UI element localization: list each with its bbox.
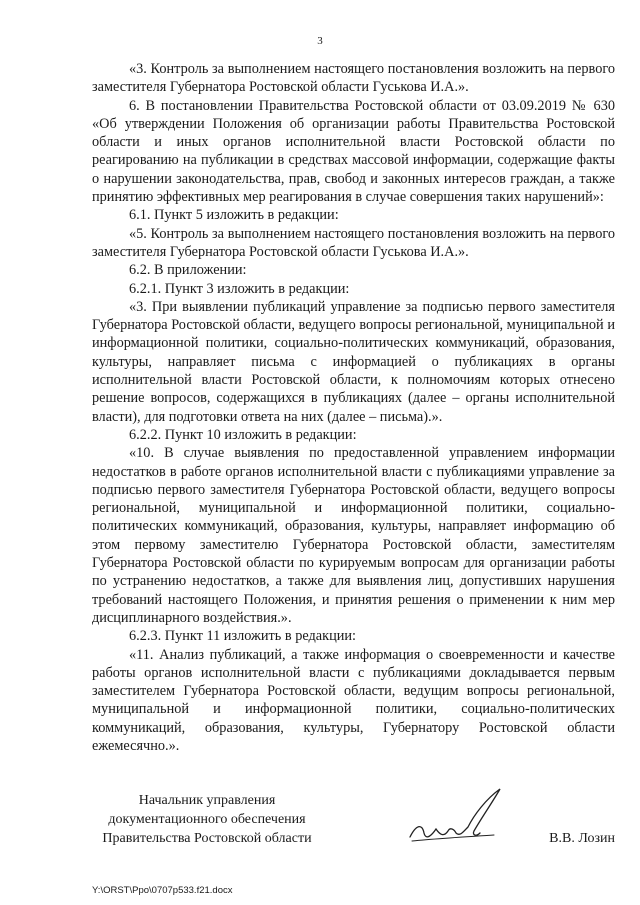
paragraph: «3. Контроль за выполнением настоящего постановления возложить на первого заместителя Губернатора Ростовской области Гуськова И.А.». <box>92 61 615 96</box>
paragraph: «10. В случае выявления по предоставленной управлением информации недостатков в работе органов исполнительной власти с публикациями управление за подписью первого заместителя Губернатора Ростовской области, ведущего вопросы региональной, муниципальной и информационной политики, социально-политических коммуникаций, образования, культуры, направляет информацию об этом первому заместителю Губернатора Ростовской области, заместителям Губернатора Ростовской области по курируемым вопросам для организации работы по устранению недостатков, а также для выявления лиц, допустивших нарушения требований настоящего Положения, и принятия решения о применении к ним мер дисциплинарного воздействия.». <box>92 445 615 626</box>
signatory-title-line: Начальник управления <box>138 793 276 808</box>
signatory-name: В.В. Лозин <box>549 831 615 846</box>
paragraph: «3. При выявлении публикаций управление за подписью первого заместителя Губернатора Ростовской области, ведущего вопросы региональной, муниципальной и информационной политики, социально-политических коммуникаций, образования, культуры, направляет письма с информацией о публикациях в органы исполнительной власти Ростовской области, к полномочиям которых отнесено решение вопросов, содержащихся в публикациях (далее – органы исполнительной власти), для подготовки ответа на них (далее – письма).». <box>92 298 615 425</box>
signature-block <box>92 785 615 855</box>
file-path-footer: Y:\ORST\Ppo\0707p533.f21.docx <box>92 885 233 896</box>
paragraph: 6.1. Пункт 5 изложить в редакции: <box>129 207 339 224</box>
paragraph: 6.2.2. Пункт 10 изложить в редакции: <box>129 426 357 443</box>
paragraph: 6. В постановлении Правительства Ростовской области от 03.09.2019 № 630 «Об утверждении Положения об организации работы Правительства Ростовской области и иных органов исполнительной власти Ростовской области по реагированию на публикации в средствах массовой информации, содержащие факты о нарушении законодательства, прав, свобод и законных интересов граждан, а также принятию эффективных мер реагирования в случае совершения таких нарушений»: <box>92 97 615 206</box>
paragraph: «11. Анализ публикаций, а также информация о своевременности и качестве работы органов исполнительной власти с публикациями докладывается первым заместителем Губернатора Ростовской области, ведущим вопросы региональной, муниципальной и информационной политики, социально-политических коммуникаций, образования, культуры, Губернатору Ростовской области ежемесячно.». <box>92 646 615 754</box>
paragraph: «5. Контроль за выполнением настоящего постановления возложить на первого заместителя Губернатора Ростовской области Гуськова И.А.». <box>92 225 615 260</box>
page-number: 3 <box>317 35 323 47</box>
signatory-title-line: документационного обеспечения <box>108 812 306 827</box>
handwritten-signature <box>402 785 512 855</box>
paragraph: 6.2. В приложении: <box>129 262 247 279</box>
document-body <box>92 60 615 755</box>
paragraph: 6.2.3. Пункт 11 изложить в редакции: <box>129 628 357 645</box>
signatory-position <box>92 791 322 848</box>
paragraph: 6.2.1. Пункт 3 изложить в редакции: <box>129 280 350 297</box>
signatory-title-line: Правительства Ростовской области <box>102 831 312 846</box>
